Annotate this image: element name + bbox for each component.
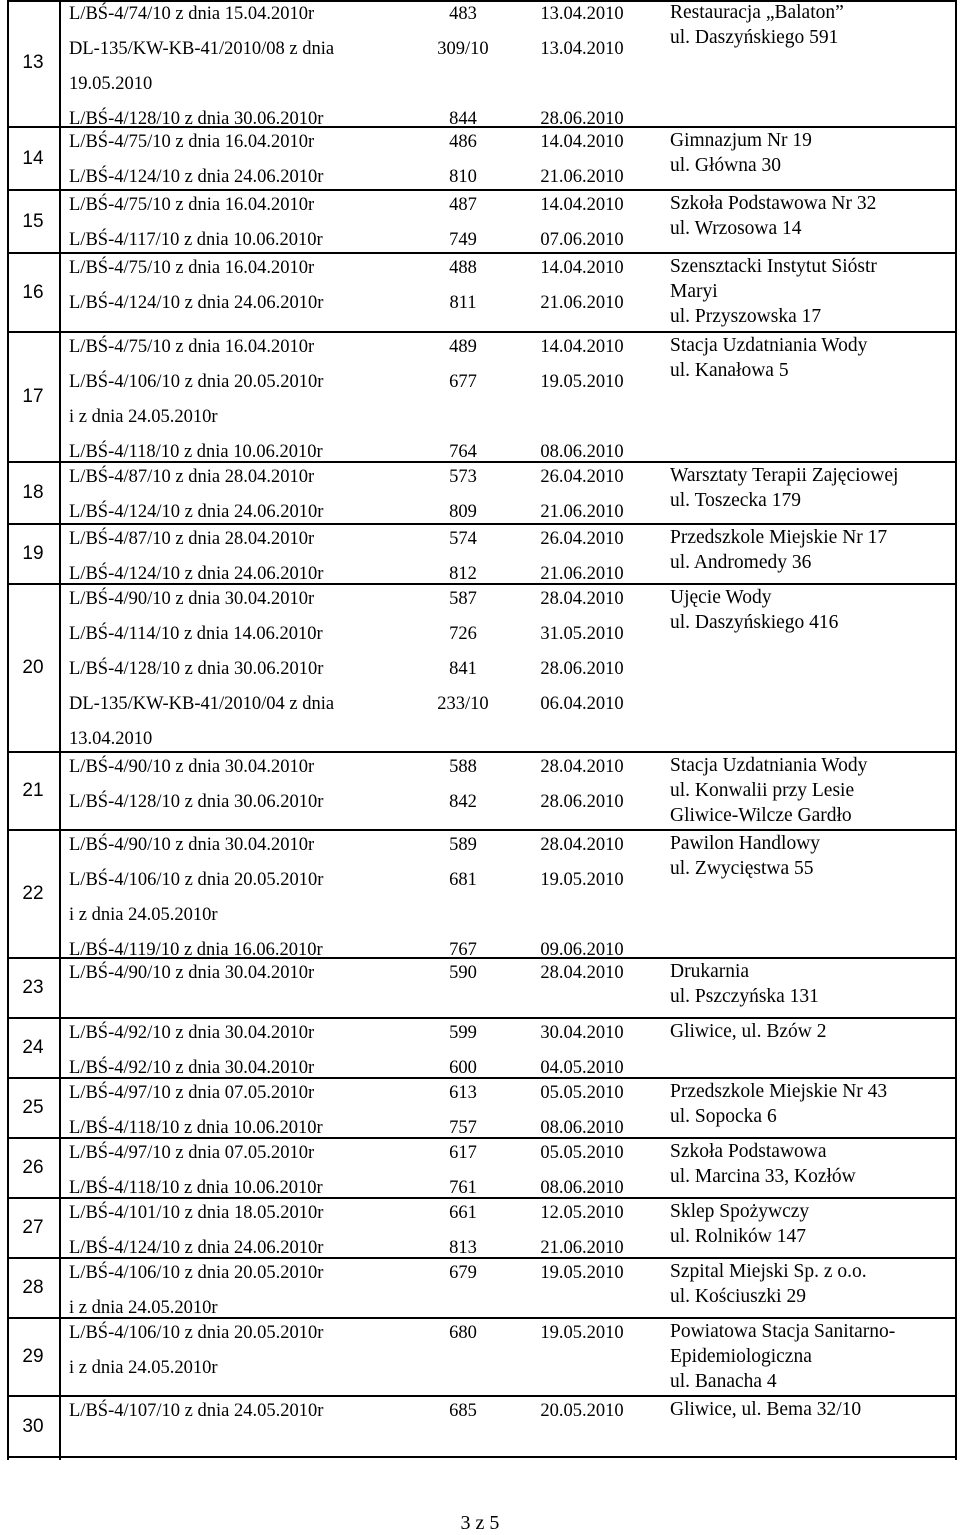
decision-number: 574 <box>449 529 477 549</box>
decision-date: 28.06.2010 <box>540 109 624 129</box>
address-line: ul. Toszecka 179 <box>670 490 801 511</box>
registry-table <box>7 0 957 1460</box>
decision-number: 813 <box>449 1238 477 1258</box>
address-column <box>670 1199 955 1257</box>
row-number: 23 <box>22 977 44 998</box>
decision-number: 761 <box>449 1178 477 1198</box>
decision-ref-column <box>69 1019 419 1077</box>
decision-ref: i z dnia 24.05.2010r <box>69 905 218 925</box>
decision-date-column <box>517 1079 647 1137</box>
decision-number: 726 <box>449 624 477 644</box>
address-column <box>670 1259 955 1317</box>
address-line: ul. Kościuszki 29 <box>670 1286 806 1307</box>
decision-date: 14.04.2010 <box>540 337 624 357</box>
decision-ref: L/BŚ-4/87/10 z dnia 28.04.2010r <box>69 467 315 487</box>
row-number: 25 <box>22 1097 44 1118</box>
address-column <box>670 585 955 751</box>
address-line: Szpital Miejski Sp. z o.o. <box>670 1261 867 1282</box>
decision-number: 588 <box>449 757 477 777</box>
decision-number: 573 <box>449 467 477 487</box>
decision-number: 483 <box>449 4 477 24</box>
decision-date-column <box>517 831 647 960</box>
decision-date: 21.06.2010 <box>540 502 624 522</box>
decision-date: 31.05.2010 <box>540 624 624 644</box>
row-number: 30 <box>22 1415 44 1437</box>
decision-date: 19.05.2010 <box>540 870 624 890</box>
decision-number: 488 <box>449 258 477 278</box>
address-column <box>670 1397 955 1456</box>
table-row <box>7 959 957 1019</box>
table-row <box>7 191 957 254</box>
decision-date-column <box>517 463 647 523</box>
row-number: 17 <box>22 386 44 407</box>
row-number: 20 <box>22 657 44 678</box>
row-number: 24 <box>22 1037 44 1058</box>
address-line: Restauracja „Balaton” <box>670 2 844 23</box>
table-row <box>7 1397 957 1458</box>
address-line: Szensztacki Instytut Sióstr <box>670 256 877 277</box>
decision-ref-column <box>69 959 419 1017</box>
decision-date: 14.04.2010 <box>540 195 624 215</box>
table-row <box>7 0 957 128</box>
address-column <box>670 831 955 957</box>
decision-ref-column <box>69 1199 419 1257</box>
decision-ref: 19.05.2010 <box>69 74 153 94</box>
address-line: Maryi <box>670 281 718 302</box>
table-row <box>7 1259 957 1319</box>
decision-date: 21.06.2010 <box>540 293 624 313</box>
decision-number: 309/10 <box>437 39 489 59</box>
decision-date: 28.06.2010 <box>540 792 624 812</box>
address-line: Gliwice, ul. Bema 32/10 <box>670 1399 862 1420</box>
decision-number: 811 <box>449 293 477 313</box>
address-line: Szkoła Podstawowa <box>670 1141 827 1162</box>
address-line: ul. Rolników 147 <box>670 1226 806 1247</box>
decision-ref-column <box>69 128 419 189</box>
decision-date: 28.04.2010 <box>540 963 624 983</box>
decision-date: 13.04.2010 <box>540 39 624 59</box>
address-line: ul. Zwycięstwa 55 <box>670 858 814 879</box>
decision-number-column <box>419 1019 507 1077</box>
table-row <box>7 128 957 191</box>
decision-number-column <box>419 333 507 461</box>
decision-number: 486 <box>449 132 477 152</box>
decision-ref: DL-135/KW-KB-41/2010/08 z dnia <box>69 39 335 59</box>
decision-number-column <box>419 1079 507 1137</box>
decision-ref: L/BŚ-4/107/10 z dnia 24.05.2010r <box>69 1401 324 1421</box>
address-line: Gliwice-Wilcze Gardło <box>670 805 852 826</box>
decision-ref-column <box>69 1319 419 1395</box>
decision-date: 05.05.2010 <box>540 1143 624 1163</box>
decision-ref: L/BŚ-4/124/10 z dnia 24.06.2010r <box>69 293 324 313</box>
address-column <box>670 191 955 252</box>
decision-date: 08.06.2010 <box>540 442 624 462</box>
decision-ref-column <box>69 831 419 960</box>
address-line: Szkoła Podstawowa Nr 32 <box>670 193 877 214</box>
decision-ref: L/BŚ-4/106/10 z dnia 20.05.2010r <box>69 1323 324 1343</box>
decision-ref: L/BŚ-4/75/10 z dnia 16.04.2010r <box>69 258 315 278</box>
decision-number-column <box>419 959 507 1017</box>
address-line: Przedszkole Miejskie Nr 17 <box>670 527 888 548</box>
decision-number: 679 <box>449 1263 477 1283</box>
address-line: ul. Kanałowa 5 <box>670 360 789 381</box>
row-number: 26 <box>22 1157 44 1178</box>
decision-number-column <box>419 1259 507 1317</box>
address-line: ul. Daszyńskiego 591 <box>670 27 839 48</box>
decision-ref: 13.04.2010 <box>69 729 153 749</box>
decision-number: 764 <box>449 442 477 462</box>
decision-date-column <box>517 1397 647 1456</box>
decision-number: 661 <box>449 1203 477 1223</box>
address-line: Gliwice, ul. Bzów 2 <box>670 1021 827 1042</box>
address-line: Powiatowa Stacja Sanitarno- <box>670 1321 896 1342</box>
decision-date: 26.04.2010 <box>540 467 624 487</box>
decision-ref: L/BŚ-4/101/10 z dnia 18.05.2010r <box>69 1203 324 1223</box>
decision-ref: i z dnia 24.05.2010r <box>69 407 218 427</box>
decision-date: 04.05.2010 <box>540 1058 624 1078</box>
decision-date-column <box>517 585 647 751</box>
address-line: ul. Wrzosowa 14 <box>670 218 802 239</box>
table-row <box>7 753 957 831</box>
decision-date: 08.06.2010 <box>540 1118 624 1138</box>
address-line: ul. Konwalii przy Lesie <box>670 780 855 801</box>
address-line: Gimnazjum Nr 19 <box>670 130 812 151</box>
address-line: ul. Pszczyńska 131 <box>670 986 819 1007</box>
decision-ref: L/BŚ-4/90/10 z dnia 30.04.2010r <box>69 835 315 855</box>
address-column <box>670 128 955 189</box>
decision-ref-column <box>69 525 419 583</box>
decision-number: 812 <box>449 564 477 584</box>
decision-date: 07.06.2010 <box>540 230 624 250</box>
decision-date-column <box>517 1139 647 1197</box>
decision-number: 587 <box>449 589 477 609</box>
decision-number: 677 <box>449 372 477 392</box>
decision-ref: L/BŚ-4/90/10 z dnia 30.04.2010r <box>69 963 315 983</box>
decision-ref: L/BŚ-4/75/10 z dnia 16.04.2010r <box>69 132 315 152</box>
decision-ref: L/BŚ-4/106/10 z dnia 20.05.2010r <box>69 1263 324 1283</box>
table-row <box>7 1199 957 1259</box>
decision-number-column <box>419 1397 507 1456</box>
decision-date: 12.05.2010 <box>540 1203 624 1223</box>
decision-ref: L/BŚ-4/128/10 z dnia 30.06.2010r <box>69 109 324 129</box>
decision-date-column <box>517 525 647 583</box>
decision-date-column <box>517 753 647 829</box>
decision-date-column <box>517 1319 647 1395</box>
page-number: 3 z 5 <box>460 1512 500 1534</box>
address-column <box>670 753 955 829</box>
decision-ref-column <box>69 753 419 829</box>
decision-ref: L/BŚ-4/97/10 z dnia 07.05.2010r <box>69 1143 315 1163</box>
decision-number: 841 <box>449 659 477 679</box>
decision-number: 810 <box>449 167 477 187</box>
decision-number: 590 <box>449 963 477 983</box>
table-row <box>7 1319 957 1397</box>
decision-ref: L/BŚ-4/75/10 z dnia 16.04.2010r <box>69 337 315 357</box>
decision-date: 28.04.2010 <box>540 757 624 777</box>
decision-number: 767 <box>449 940 477 960</box>
decision-number-column <box>419 1139 507 1197</box>
decision-ref: L/BŚ-4/124/10 z dnia 24.06.2010r <box>69 502 324 522</box>
address-line: ul. Daszyńskiego 416 <box>670 612 839 633</box>
decision-ref: L/BŚ-4/124/10 z dnia 24.06.2010r <box>69 167 324 187</box>
decision-date: 19.05.2010 <box>540 372 624 392</box>
decision-number-column <box>419 585 507 751</box>
address-column <box>670 463 955 523</box>
decision-ref: L/BŚ-4/106/10 z dnia 20.05.2010r <box>69 372 324 392</box>
decision-ref: L/BŚ-4/117/10 z dnia 10.06.2010r <box>69 230 323 250</box>
decision-number-column <box>419 1199 507 1257</box>
decision-ref: L/BŚ-4/92/10 z dnia 30.04.2010r <box>69 1023 315 1043</box>
decision-ref: L/BŚ-4/119/10 z dnia 16.06.2010r <box>69 940 323 960</box>
decision-number: 844 <box>449 109 477 129</box>
decision-date-column <box>517 128 647 189</box>
decision-number: 749 <box>449 230 477 250</box>
row-number: 18 <box>22 482 44 503</box>
address-line: ul. Andromedy 36 <box>670 552 812 573</box>
address-column <box>670 0 955 126</box>
decision-number: 589 <box>449 835 477 855</box>
decision-date: 05.05.2010 <box>540 1083 624 1103</box>
address-line: Ujęcie Wody <box>670 587 772 608</box>
address-line: ul. Przyszowska 17 <box>670 306 822 327</box>
decision-date: 26.04.2010 <box>540 529 624 549</box>
row-number: 21 <box>22 780 44 801</box>
address-column <box>670 525 955 583</box>
decision-number-column <box>419 254 507 331</box>
decision-ref: L/BŚ-4/75/10 z dnia 16.04.2010r <box>69 195 315 215</box>
decision-date-column <box>517 1199 647 1257</box>
decision-date: 28.04.2010 <box>540 589 624 609</box>
address-line: ul. Banacha 4 <box>670 1371 777 1392</box>
decision-ref-column <box>69 1139 419 1197</box>
decision-number: 233/10 <box>437 694 489 714</box>
decision-ref-column <box>69 333 419 461</box>
decision-date: 08.06.2010 <box>540 1178 624 1198</box>
decision-date-column <box>517 1019 647 1077</box>
decision-date: 19.05.2010 <box>540 1323 624 1343</box>
table-row <box>7 333 957 463</box>
decision-date: 13.04.2010 <box>540 4 624 24</box>
decision-date: 19.05.2010 <box>540 1263 624 1283</box>
decision-date: 21.06.2010 <box>540 1238 624 1258</box>
decision-number: 617 <box>449 1143 477 1163</box>
decision-ref: L/BŚ-4/97/10 z dnia 07.05.2010r <box>69 1083 315 1103</box>
decision-number: 757 <box>449 1118 477 1138</box>
table-row <box>7 254 957 333</box>
decision-ref: L/BŚ-4/128/10 z dnia 30.06.2010r <box>69 792 324 812</box>
table-row <box>7 525 957 585</box>
table-row <box>7 1079 957 1139</box>
decision-ref: L/BŚ-4/118/10 z dnia 10.06.2010r <box>69 1178 323 1198</box>
decision-number: 599 <box>449 1023 477 1043</box>
address-column <box>670 959 955 1017</box>
address-column <box>670 1139 955 1197</box>
decision-date-column <box>517 333 647 461</box>
decision-number-column <box>419 0 507 129</box>
decision-ref-column <box>69 254 419 331</box>
decision-ref: L/BŚ-4/87/10 z dnia 28.04.2010r <box>69 529 315 549</box>
decision-ref: L/BŚ-4/124/10 z dnia 24.06.2010r <box>69 1238 324 1258</box>
address-line: Sklep Spożywczy <box>670 1201 810 1222</box>
row-number: 28 <box>22 1277 44 1298</box>
decision-ref: L/BŚ-4/114/10 z dnia 14.06.2010r <box>69 624 323 644</box>
address-column <box>670 333 955 461</box>
decision-ref-column <box>69 0 419 129</box>
decision-date: 14.04.2010 <box>540 258 624 278</box>
row-number: 15 <box>22 210 44 232</box>
decision-ref: L/BŚ-4/92/10 z dnia 30.04.2010r <box>69 1058 315 1078</box>
address-column <box>670 1079 955 1137</box>
address-line: Drukarnia <box>670 961 750 982</box>
decision-number: 600 <box>449 1058 477 1078</box>
decision-ref: L/BŚ-4/106/10 z dnia 20.05.2010r <box>69 870 324 890</box>
table-row <box>7 1139 957 1199</box>
decision-ref: L/BŚ-4/118/10 z dnia 10.06.2010r <box>69 1118 323 1138</box>
decision-date-column <box>517 0 647 129</box>
decision-number-column <box>419 525 507 583</box>
decision-number-column <box>419 128 507 189</box>
table-row <box>7 1019 957 1079</box>
decision-number: 489 <box>449 337 477 357</box>
row-number: 19 <box>22 543 44 564</box>
decision-number: 680 <box>449 1323 477 1343</box>
address-line: Przedszkole Miejskie Nr 43 <box>670 1081 888 1102</box>
decision-ref: L/BŚ-4/124/10 z dnia 24.06.2010r <box>69 564 324 584</box>
row-number: 14 <box>22 147 44 169</box>
decision-date: 06.04.2010 <box>540 694 624 714</box>
decision-number-column <box>419 753 507 829</box>
decision-date: 21.06.2010 <box>540 564 624 584</box>
decision-date: 21.06.2010 <box>540 167 624 187</box>
decision-ref-column <box>69 1079 419 1137</box>
decision-number-column <box>419 191 507 252</box>
decision-ref-column <box>69 191 419 252</box>
row-number: 22 <box>22 883 44 904</box>
decision-number: 613 <box>449 1083 477 1103</box>
decision-ref: L/BŚ-4/118/10 z dnia 10.06.2010r <box>69 442 323 462</box>
decision-date-column <box>517 191 647 252</box>
decision-number: 842 <box>449 792 477 812</box>
decision-ref: L/BŚ-4/90/10 z dnia 30.04.2010r <box>69 589 315 609</box>
decision-ref: i z dnia 24.05.2010r <box>69 1298 218 1318</box>
decision-number-column <box>419 831 507 960</box>
decision-ref: i z dnia 24.05.2010r <box>69 1358 218 1378</box>
decision-ref-column <box>69 585 419 751</box>
decision-ref-column <box>69 1397 419 1456</box>
address-line: Stacja Uzdatniania Wody <box>670 335 868 356</box>
decision-number: 487 <box>449 195 477 215</box>
decision-ref-column <box>69 1259 419 1317</box>
decision-date: 28.06.2010 <box>540 659 624 679</box>
table-row <box>7 585 957 753</box>
address-column <box>670 1319 955 1395</box>
row-number: 27 <box>22 1217 44 1238</box>
decision-number-column <box>419 463 507 523</box>
address-column <box>670 1019 955 1077</box>
decision-ref: L/BŚ-4/74/10 z dnia 15.04.2010r <box>69 4 315 24</box>
address-column <box>670 254 955 331</box>
address-line: Stacja Uzdatniania Wody <box>670 755 868 776</box>
decision-ref: L/BŚ-4/90/10 z dnia 30.04.2010r <box>69 757 315 777</box>
decision-date: 20.05.2010 <box>540 1401 624 1421</box>
decision-number: 809 <box>449 502 477 522</box>
row-number: 29 <box>22 1346 44 1367</box>
decision-number-column <box>419 1319 507 1395</box>
decision-ref-column <box>69 463 419 523</box>
decision-date-column <box>517 254 647 331</box>
decision-number: 681 <box>449 870 477 890</box>
decision-number: 685 <box>449 1401 477 1421</box>
decision-ref: DL-135/KW-KB-41/2010/04 z dnia <box>69 694 335 714</box>
decision-ref: L/BŚ-4/128/10 z dnia 30.06.2010r <box>69 659 324 679</box>
address-line: Pawilon Handlowy <box>670 833 821 854</box>
table-row <box>7 831 957 959</box>
address-line: Warsztaty Terapii Zajęciowej <box>670 465 899 486</box>
address-line: ul. Główna 30 <box>670 155 782 176</box>
address-line: Epidemiologiczna <box>670 1346 812 1367</box>
address-line: ul. Sopocka 6 <box>670 1106 777 1127</box>
decision-date-column <box>517 1259 647 1317</box>
decision-date: 30.04.2010 <box>540 1023 624 1043</box>
address-line: ul. Marcina 33, Kozłów <box>670 1166 856 1187</box>
decision-date-column <box>517 959 647 1017</box>
decision-date: 28.04.2010 <box>540 835 624 855</box>
table-row <box>7 463 957 525</box>
row-number: 13 <box>22 52 44 73</box>
row-number: 16 <box>22 281 44 303</box>
decision-date: 14.04.2010 <box>540 132 624 152</box>
decision-date: 09.06.2010 <box>540 940 624 960</box>
